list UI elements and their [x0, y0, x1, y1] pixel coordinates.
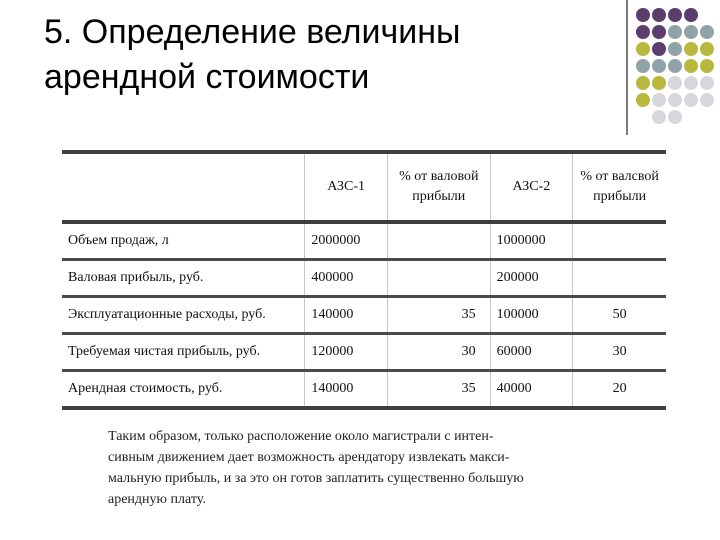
cell-azs1: 2000000: [305, 222, 388, 260]
decor-dot: [684, 42, 698, 56]
decor-dot: [668, 25, 682, 39]
paragraph-line: мальную прибыль, и за это он готов заплатить существенно большую: [108, 471, 524, 486]
table-row: [62, 297, 666, 334]
decor-dot: [668, 42, 682, 56]
decor-dot: [684, 76, 698, 90]
cell-pct1: [387, 222, 490, 260]
decor-dot: [636, 76, 650, 90]
decor-dot: [700, 42, 714, 56]
cell-pct2: [573, 222, 666, 260]
decor-dot: [636, 59, 650, 73]
cell-pct1: [387, 260, 490, 297]
decor-dot: [668, 110, 682, 124]
decor-dot: [636, 8, 650, 22]
cell-azs2: 200000: [490, 260, 573, 297]
paragraph-line: сивным движением дает возможность арендатору извлекать макси-: [108, 450, 510, 465]
decor-dot: [668, 8, 682, 22]
table-header-row: [62, 152, 666, 222]
decor-dot-grid: [636, 8, 720, 138]
decor-dot: [700, 59, 714, 73]
decor-vertical-line: [626, 0, 628, 135]
decor-dot: [684, 59, 698, 73]
decor-dot: [652, 76, 666, 90]
cell-pct1: 30: [387, 334, 490, 371]
decor-dot: [684, 25, 698, 39]
cell-azs1: 140000: [305, 371, 388, 409]
cell-pct1: 35: [387, 297, 490, 334]
cell-azs2: 100000: [490, 297, 573, 334]
decor-dot: [684, 8, 698, 22]
slide-title-line-1: 5. Определение величины: [44, 13, 461, 51]
cell-pct2: 20: [573, 371, 666, 409]
decor-dot: [636, 25, 650, 39]
slide-title: [44, 10, 604, 100]
table-row: [62, 260, 666, 297]
row-label: Объем продаж, л: [62, 222, 305, 260]
decor-dot: [636, 42, 650, 56]
header-pct2: % от валсвой прибыли: [573, 152, 666, 222]
paragraph-line: Таким образом, только расположение около магистрали с интен-: [108, 429, 494, 444]
header-pct1: % от валовой прибыли: [387, 152, 490, 222]
cell-pct2: [573, 260, 666, 297]
rent-table: [62, 150, 666, 410]
decor-dot: [652, 42, 666, 56]
row-label: Валовая прибыль, руб.: [62, 260, 305, 297]
decor-dot: [700, 76, 714, 90]
decor-dot: [652, 59, 666, 73]
decor-dot: [668, 76, 682, 90]
header-azs1: АЗС-1: [305, 152, 388, 222]
row-label: Требуемая чистая прибыль, руб.: [62, 334, 305, 371]
header-empty: [62, 152, 305, 222]
cell-azs1: 140000: [305, 297, 388, 334]
cell-azs2: 1000000: [490, 222, 573, 260]
decor-dot: [668, 59, 682, 73]
decor-dot: [700, 93, 714, 107]
decor-dot: [652, 110, 666, 124]
cell-pct2: 30: [573, 334, 666, 371]
decor-dot: [700, 25, 714, 39]
cell-pct1: 35: [387, 371, 490, 409]
row-label: Эксплуатационные расходы, руб.: [62, 297, 305, 334]
decor-dot: [636, 93, 650, 107]
cell-azs1: 120000: [305, 334, 388, 371]
table-row: [62, 334, 666, 371]
table-row: [62, 222, 666, 260]
cell-azs1: 400000: [305, 260, 388, 297]
cell-pct2: 50: [573, 297, 666, 334]
table-row: [62, 371, 666, 409]
decor-dot: [652, 8, 666, 22]
decor-dot: [652, 93, 666, 107]
row-label: Арендная стоимость, руб.: [62, 371, 305, 409]
paragraph-line: арендную плату.: [108, 492, 206, 507]
cell-azs2: 60000: [490, 334, 573, 371]
conclusion-paragraph: [108, 426, 628, 510]
cell-azs2: 40000: [490, 371, 573, 409]
slide-title-line-2: арендной стоимости: [44, 58, 370, 96]
decor-dot: [684, 93, 698, 107]
decor-dot: [652, 25, 666, 39]
header-azs2: АЗС-2: [490, 152, 573, 222]
decor-dot: [668, 93, 682, 107]
